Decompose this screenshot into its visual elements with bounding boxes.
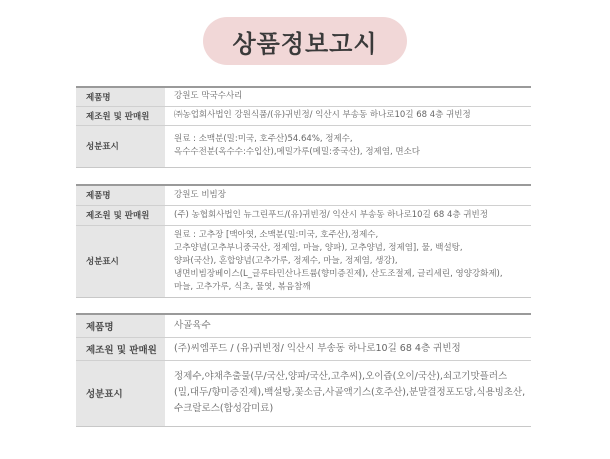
product-info-table-3 [76, 313, 531, 427]
ingredients-label: 성분표시 [76, 225, 165, 297]
ingredients-line: 정제수,야채추출물(무/국산,양파/국산,고추씨),오이즙(오이/국산),쇠고기맛플러스 [174, 371, 508, 382]
maker-label: 제조원 및 판매원 [76, 337, 165, 360]
ingredients-line: 원료 : 고추장 [맥아엿, 소맥분(밀:미국, 호주산),정제수, [174, 229, 379, 240]
ingredients-value [165, 125, 531, 167]
ingredients-line: 마늘, 고추가루, 식초, 물엿, 볶음참깨 [174, 281, 311, 292]
product-name-value: 강원도 막국수사리 [174, 91, 243, 102]
product-info-table-1 [76, 86, 531, 168]
table-row [76, 337, 531, 360]
product-name-value: 사골육수 [174, 319, 211, 331]
table-row [76, 205, 531, 225]
title-banner [203, 17, 407, 65]
product-name-label: 제품명 [76, 185, 165, 205]
maker-value: (주) 농협회사법인 뉴그린푸드/(유)귀빈정/ 익산시 부송동 하나로10길 68 4층 귀빈정 [165, 205, 531, 225]
table-row [76, 225, 531, 297]
table-row [76, 360, 531, 426]
maker-label: 제조원 및 판매원 [76, 106, 165, 125]
ingredients-line: (밀,대두/향미증진제),백설탕,꽃소금,사골액기스(호주산),분말결정포도당,식용빙초산, [174, 387, 526, 398]
product-name-value: 강원도 비빔장 [174, 189, 226, 200]
product-info-table-2 [76, 184, 531, 298]
ingredients-label: 성분표시 [76, 360, 165, 426]
product-name-label: 제품명 [76, 314, 165, 337]
maker-value: (주)씨엠푸드 / (유)귀빈정/ 익산시 부송동 하나로10길 68 4층 귀빈정 [165, 337, 531, 360]
ingredients-value [165, 225, 531, 297]
page-title: 상품정보고시 [232, 29, 378, 58]
maker-value: ㈜농업회사법인 강원식품/(유)귀빈정/ 익산시 부송동 하나로10길 68 4층 귀빈정 [165, 106, 531, 125]
table-row [76, 87, 531, 106]
table-row [76, 125, 531, 167]
table-row [76, 106, 531, 125]
ingredients-line: 양파(국산), 혼합양념(고추가루, 정제수, 마늘, 정제염, 생강), [174, 255, 398, 266]
ingredients-line: 냉면비빔장베이스(L_글루타민산나트륨(향미증진제), 산도조절제, 글리세린, 영양강화제), [174, 268, 503, 279]
table-row [76, 314, 531, 337]
ingredients-line: 수크랄로스(합성감미료) [174, 403, 274, 414]
ingredients-line: 원료 : 소맥분(밀:미국, 호주산)54.64%, 정제수, [174, 134, 353, 144]
product-name-label: 제품명 [76, 87, 165, 106]
ingredients-line: 고추양념(고추부니중국산, 정제염, 마늘, 양파), 고추양념, 정제염], 물, 백설탕, [174, 242, 463, 253]
ingredients-label: 성분표시 [76, 125, 165, 167]
ingredients-value [165, 360, 531, 426]
ingredients-line: 옥수수전분(옥수수:수입산),메밀가루(메밀:중국산), 정제염, 면소다 [174, 147, 420, 157]
table-row [76, 185, 531, 205]
maker-label: 제조원 및 판매원 [76, 205, 165, 225]
